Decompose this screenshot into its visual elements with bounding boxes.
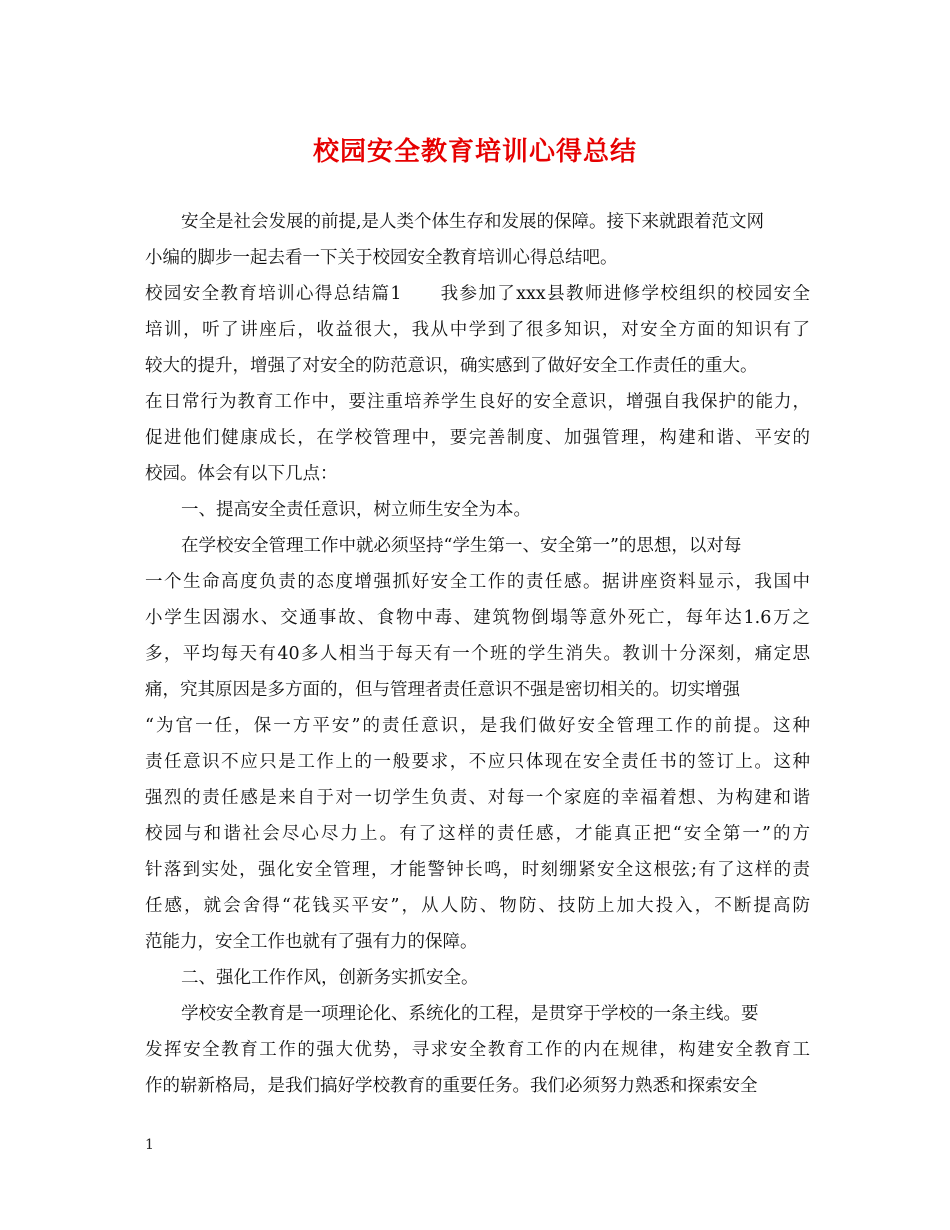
section-heading: 二、强化工作作风，创新务实抓安全。 <box>181 968 479 988</box>
paragraph-line: 发挥安全教育工作的强大优势，寻求安全教育工作的内在规律，构建安全教育工 <box>145 1040 810 1060</box>
paragraph-line: 责任意识不应只是工作上的一般要求，不应只体现在安全责任书的签订上。这种 <box>145 752 810 772</box>
paragraph-line: 作的崭新格局，是我们搞好学校教育的重要任务。我们必须努力熟悉和探索安全 <box>145 1076 758 1096</box>
paragraph-line: 针落到实处，强化安全管理，才能警钟长鸣，时刻绷紧安全这根弦;有了这样的责 <box>145 860 810 880</box>
document-title: 校园安全教育培训心得总结 <box>312 137 637 167</box>
paragraph-line: 痛，究其原因是多方面的，但与管理者责任意识不强是密切相关的。切实增强 <box>145 680 740 700</box>
document-body <box>145 204 810 1104</box>
paragraph-line: 校园与和谐社会尽心尽力上。有了这样的责任感，才能真正把“安全第一”的方 <box>145 824 810 844</box>
paragraph-line: 促进他们健康成长，在学校管理中，要完善制度、加强管理，构建和谐、平安的 <box>145 428 810 448</box>
paragraph-line: 安全是社会发展的前提,是人类个体生存和发展的保障。接下来就跟着范文网 <box>181 212 765 232</box>
paragraph-line: 学校安全教育是一项理论化、系统化的工程，是贯穿于学校的一条主线。要 <box>181 1004 759 1024</box>
paragraph-line: 较大的提升，增强了对安全的防范意识，确实感到了做好安全工作责任的重大。 <box>145 356 758 376</box>
paragraph-line: 校园。体会有以下几点： <box>145 464 338 484</box>
section-heading: 一、提高安全责任意识，树立师生安全为本。 <box>181 500 531 520</box>
page-number: 1 <box>145 1137 154 1153</box>
paragraph-line: 范能力，安全工作也就有了强有力的保障。 <box>145 932 478 952</box>
paragraph-line: 在日常行为教育工作中，要注重培养学生良好的安全意识，增强自我保护的能力， <box>145 392 810 412</box>
paragraph-line: 在学校安全管理工作中就必须坚持“学生第一、安全第一”的思想，以对每 <box>181 536 742 556</box>
paragraph-line: 任感，就会舍得“花钱买平安”，从人防、物防、技防上加大投入，不断提高防 <box>145 896 810 916</box>
paragraph-line: 强烈的责任感是来自于对一切学生负责、对每一个家庭的幸福着想、为构建和谐 <box>145 788 810 808</box>
paragraph-line: 一个生命高度负责的态度增强抓好安全工作的责任感。据讲座资料显示，我国中 <box>145 572 810 592</box>
paragraph-line: “为官一任，保一方平安”的责任意识，是我们做好安全管理工作的前提。这种 <box>145 716 810 736</box>
paragraph-line: 校园安全教育培训心得总结篇1 我参加了xxx县教师进修学校组织的校园安全 <box>145 284 810 304</box>
paragraph-line: 小学生因溺水、交通事故、食物中毒、建筑物倒塌等意外死亡，每年达1.6万之 <box>145 608 810 628</box>
paragraph-line: 培训，听了讲座后，收益很大，我从中学到了很多知识，对安全方面的知识有了 <box>145 320 810 340</box>
paragraph-line: 多，平均每天有40多人相当于每天有一个班的学生消失。教训十分深刻，痛定思 <box>145 644 810 664</box>
paragraph-line: 小编的脚步一起去看一下关于校园安全教育培训心得总结吧。 <box>145 248 618 268</box>
